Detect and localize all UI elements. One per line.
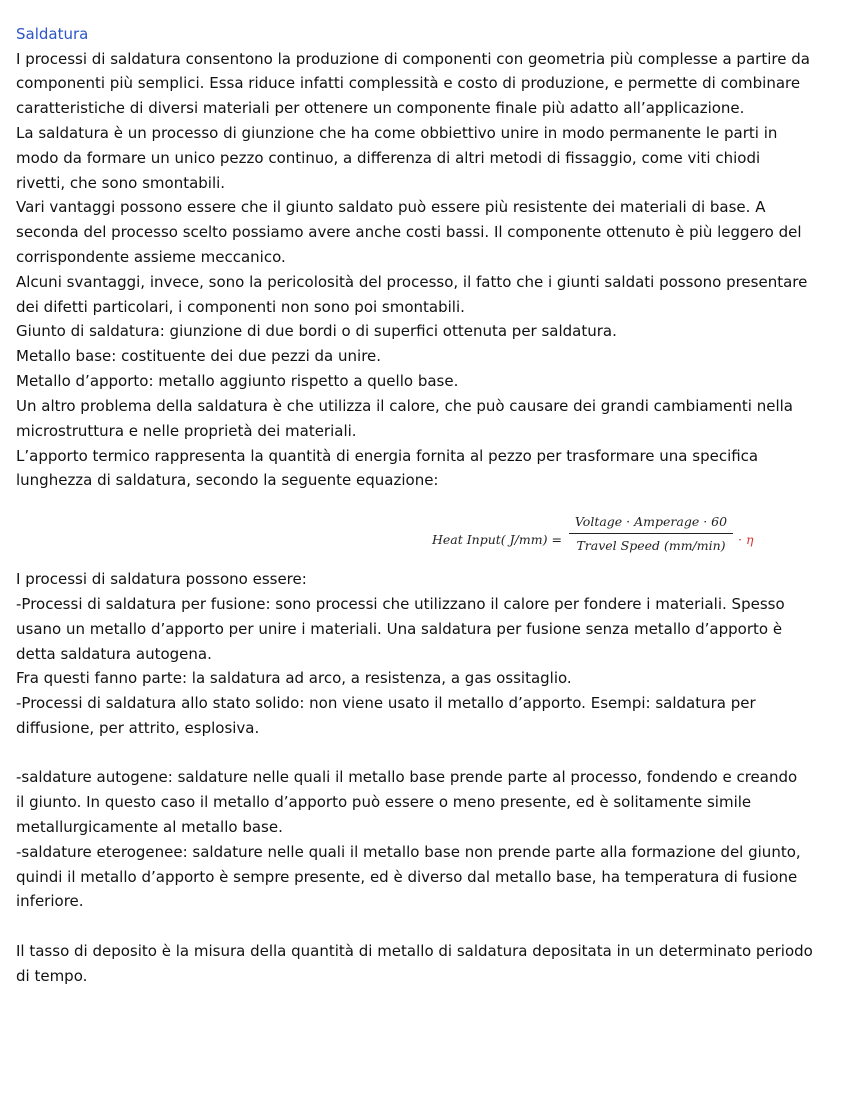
text-line: modo da formare un unico pezzo continuo, a differenza di altri metodi di fissaggio, come viti chiodi (16, 149, 761, 167)
text-line: Metallo base: costituente dei due pezzi da unire. (16, 347, 382, 365)
text-line: corrispondente assieme meccanico. (16, 248, 286, 266)
formula-lhs: Heat Input( J/mm) = (432, 532, 562, 547)
text-line: detta saldatura autogena. (16, 645, 212, 663)
text-line: Giunto di saldatura: giunzione di due bordi o di superfici ottenuta per saldatura. (16, 322, 617, 340)
text-line: metallurgicamente al metallo base. (16, 818, 283, 836)
text-line: il giunto. In questo caso il metallo d’apporto può essere o meno presente, ed è solitamente simile (16, 793, 752, 811)
text-line: L’apporto termico rappresenta la quantità di energia fornita al pezzo per trasformare una specifica (16, 447, 759, 465)
formula-denominator: Travel Speed (mm/min) (576, 538, 726, 553)
text-line: seconda del processo scelto possiamo avere anche costi bassi. Il componente ottenuto è più leggero del (16, 223, 802, 241)
text-line: Fra questi fanno parte: la saldatura ad arco, a resistenza, a gas ossitaglio. (16, 669, 572, 687)
text-line: quindi il metallo d’apporto è sempre presente, ed è diverso dal metallo base, ha temperatura di fusione (16, 868, 798, 886)
text-line: I processi di saldatura consentono la produzione di componenti con geometria più complesse a partire da (16, 50, 810, 68)
page-title: Saldatura (16, 25, 89, 43)
text-line: caratteristiche di diversi materiali per ottenere un componente finale più adatto all’applicazione. (16, 99, 745, 117)
text-line: rivetti, che sono smontabili. (16, 174, 226, 192)
formula-numerator: Voltage · Amperage · 60 (574, 514, 728, 529)
text-line: Vari vantaggi possono essere che il giunto saldato può essere più resistente dei materiali di base. A (16, 198, 766, 216)
text-line: -Processi di saldatura per fusione: sono processi che utilizzano il calore per fondere i materiali. Spesso (16, 595, 785, 613)
text-line: microstruttura e nelle proprietà dei materiali. (16, 422, 357, 440)
formula-eta-factor: · η (738, 532, 754, 547)
text-line: La saldatura è un processo di giunzione che ha come obbiettivo unire in modo permanente le parti in (16, 124, 778, 142)
formula-fraction (569, 512, 733, 556)
text-line: di tempo. (16, 967, 88, 985)
fraction-bar (569, 533, 733, 534)
text-line: -saldature autogene: saldature nelle quali il metallo base prende parte al processo, fondendo e creando (16, 768, 798, 786)
text-line: lunghezza di saldatura, secondo la seguente equazione: (16, 471, 439, 489)
text-line: Un altro problema della saldatura è che utilizza il calore, che può causare dei grandi cambiamenti nella (16, 397, 793, 415)
text-line: diffusione, per attrito, esplosiva. (16, 719, 260, 737)
text-line: dei difetti particolari, i componenti non sono poi smontabili. (16, 298, 465, 316)
text-line: Metallo d’apporto: metallo aggiunto rispetto a quello base. (16, 372, 459, 390)
text-line: usano un metallo d’apporto per unire i materiali. Una saldatura per fusione senza metallo d’apporto è (16, 620, 783, 638)
text-line: -saldature eterogenee: saldature nelle quali il metallo base non prende parte alla formazione del giunto, (16, 843, 801, 861)
text-line: inferiore. (16, 892, 84, 910)
text-line: componenti più semplici. Essa riduce infatti complessità e costo di produzione, e permette di combinare (16, 74, 801, 92)
text-line: Alcuni svantaggi, invece, sono la pericolosità del processo, il fatto che i giunti saldati possono presentare (16, 273, 808, 291)
text-line: Il tasso di deposito è la misura della quantità di metallo di saldatura depositata in un determinato periodo (16, 942, 813, 960)
text-line: -Processi di saldatura allo stato solido: non viene usato il metallo d’apporto. Esempi: saldatura per (16, 694, 756, 712)
text-line: I processi di saldatura possono essere: (16, 570, 307, 588)
